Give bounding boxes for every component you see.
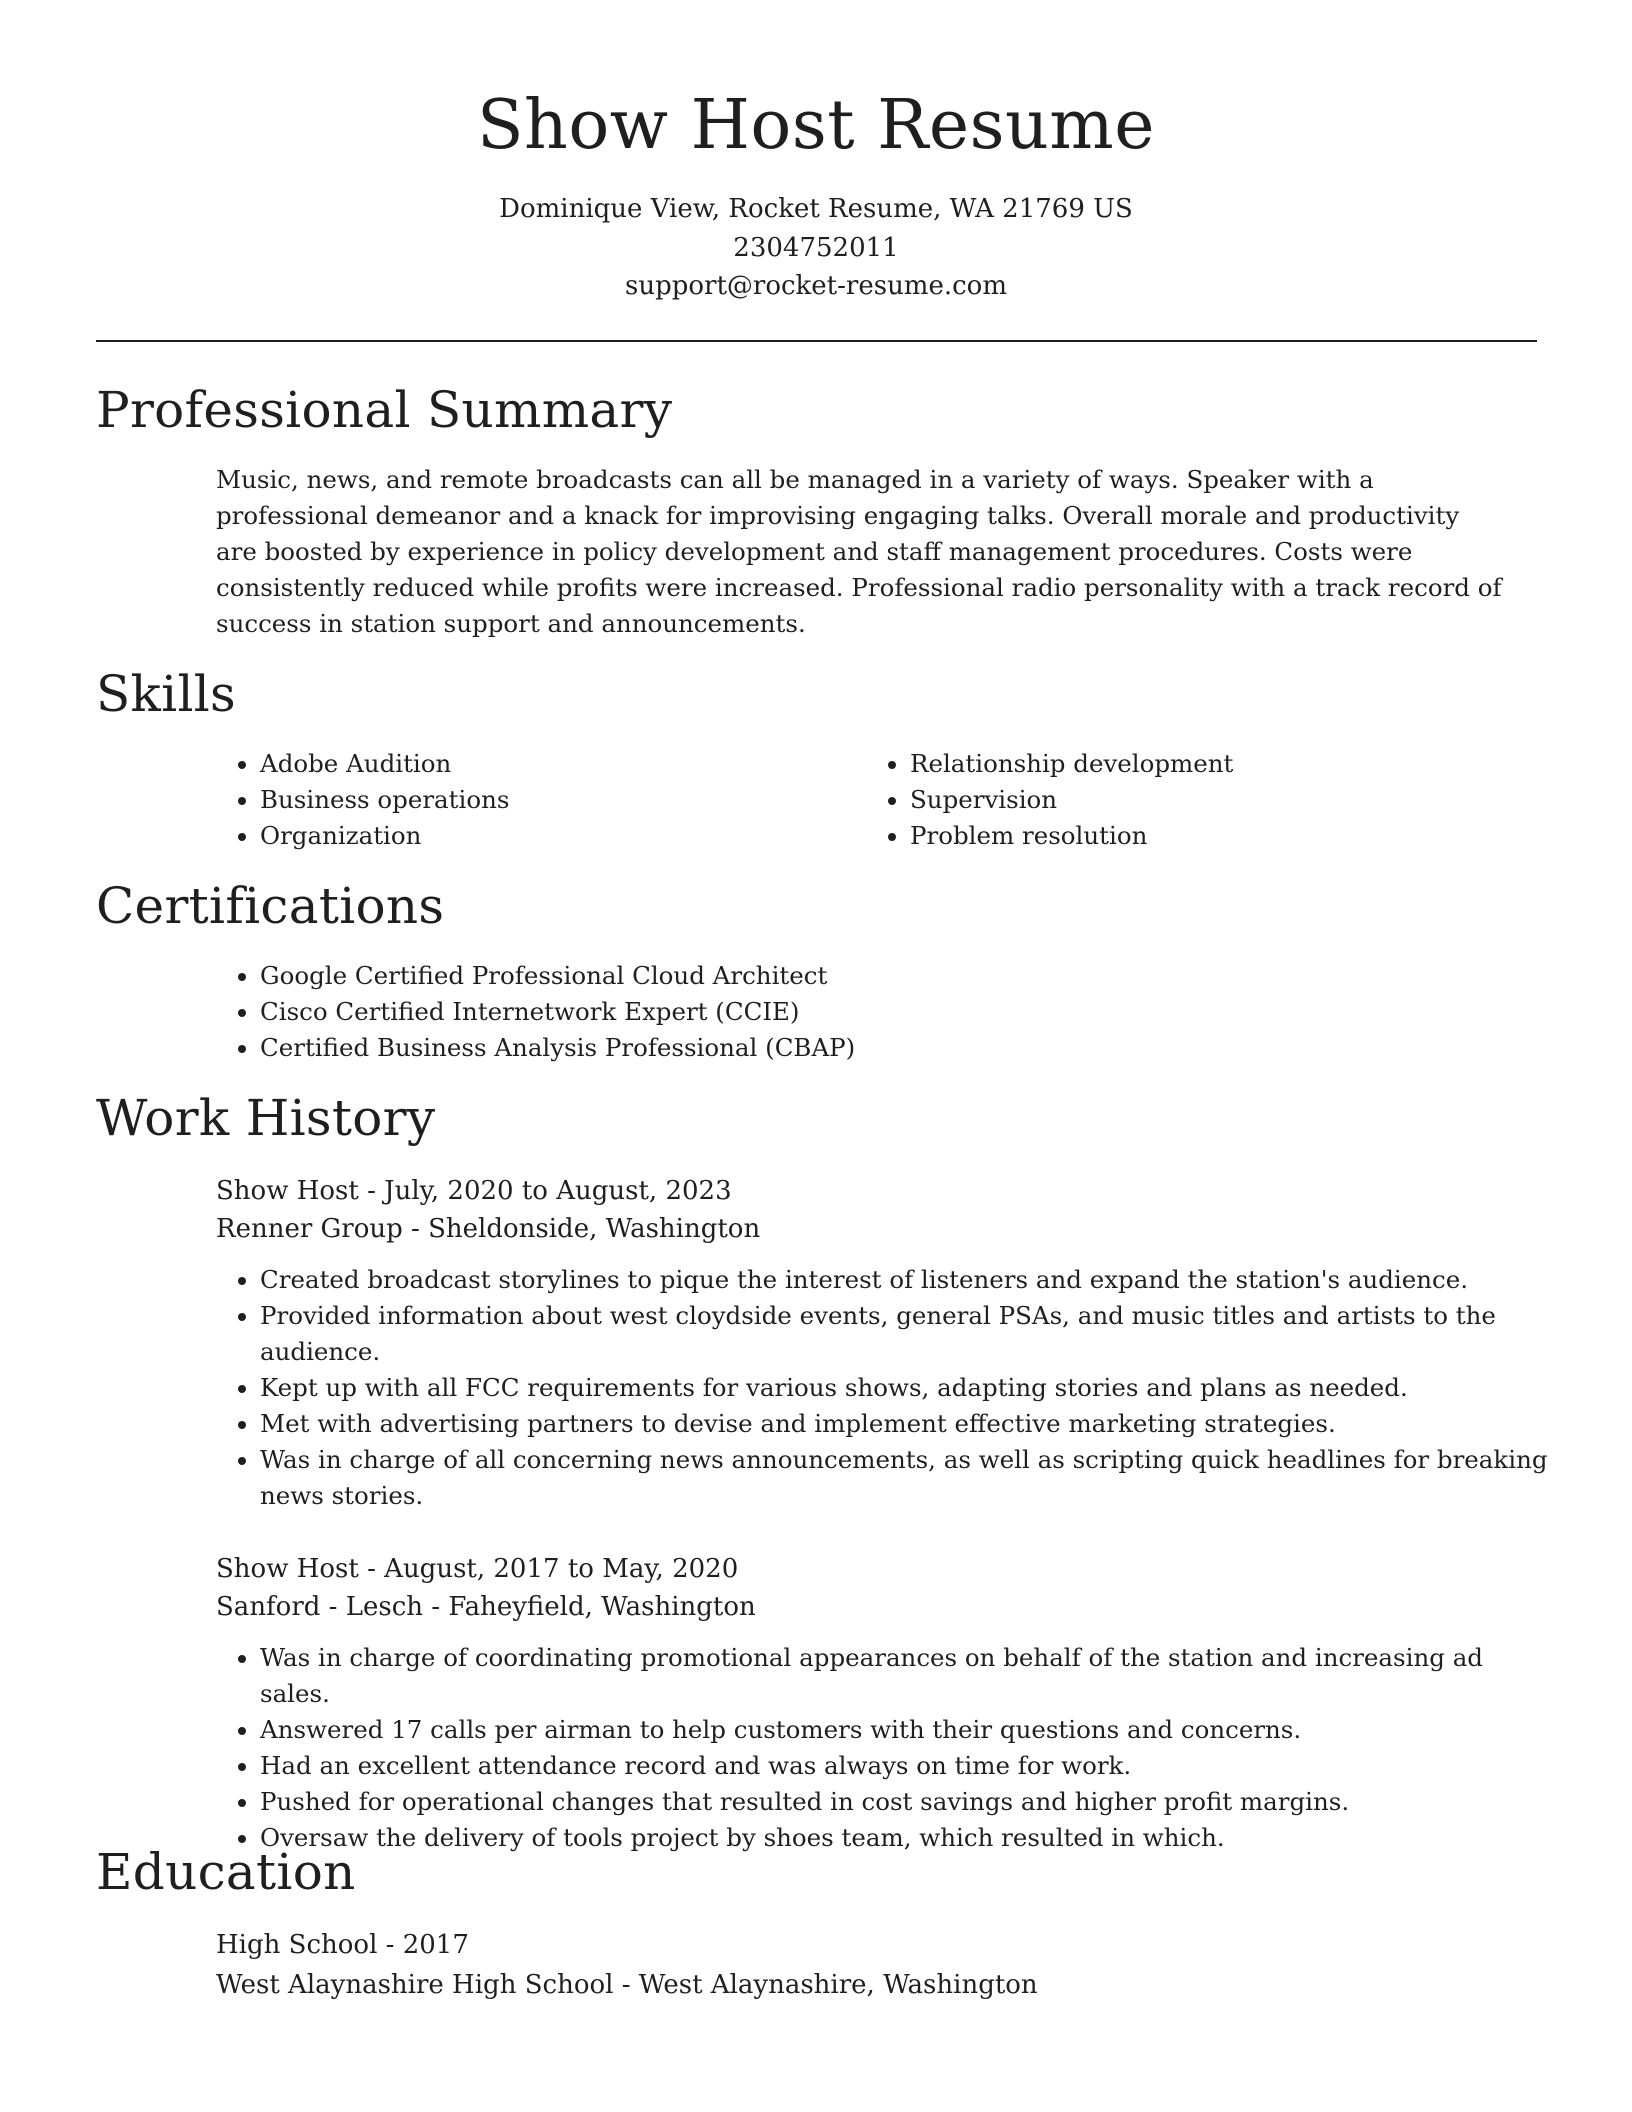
- education-heading: Education: [96, 1843, 356, 1901]
- certifications-heading: Certifications: [96, 877, 445, 935]
- certifications-list: [216, 958, 1550, 1066]
- skills-list-right: [866, 746, 1510, 854]
- job-bullet: • Answered 17 calls per airman to help customers with their questions and concerns.: [260, 1712, 1550, 1748]
- skill-item: • Adobe Audition: [260, 746, 820, 782]
- skill-item: • Relationship development: [910, 746, 1510, 782]
- contact-phone: 2304752011: [733, 232, 899, 263]
- certification-item: • Google Certified Professional Cloud Architect: [260, 958, 1550, 994]
- job-bullet: • Met with advertising partners to devise and implement effective marketing strategies.: [260, 1406, 1550, 1442]
- job-bullet: • Was in charge of all concerning news announcements, as well as scripting quick headlines for breaking news stories.: [260, 1442, 1550, 1514]
- job-bullets: [216, 1640, 1550, 1856]
- job-bullet: • Was in charge of coordinating promotional appearances on behalf of the station and increasing ad sales.: [260, 1640, 1550, 1712]
- skill-item: • Problem resolution: [910, 818, 1510, 854]
- job-bullet: • Provided information about west cloydside events, general PSAs, and music titles and artists to the audience.: [260, 1298, 1550, 1370]
- job-title-line: Show Host - August, 2017 to May, 2020: [216, 1554, 739, 1584]
- job-bullet: • Kept up with all FCC requirements for various shows, adapting stories and plans as needed.: [260, 1370, 1550, 1406]
- summary-heading: Professional Summary: [96, 381, 673, 439]
- skills-heading: Skills: [96, 665, 236, 723]
- certification-item: • Certified Business Analysis Professional (CBAP): [260, 1030, 1550, 1066]
- education-school-line: West Alaynashire High School - West Alaynashire, Washington: [216, 1970, 1038, 2000]
- resume-title: Show Host Resume: [476, 86, 1156, 165]
- skill-item: • Organization: [260, 818, 820, 854]
- certification-item: • Cisco Certified Internetwork Expert (CCIE): [260, 994, 1550, 1030]
- work-history-heading: Work History: [96, 1089, 436, 1147]
- contact-block: [0, 190, 1632, 306]
- job-bullet: • Created broadcast storylines to pique the interest of listeners and expand the station's audience.: [260, 1262, 1550, 1298]
- skill-item: • Business operations: [260, 782, 820, 818]
- header-divider: [96, 340, 1537, 342]
- job-company-line: Sanford - Lesch - Faheyfield, Washington: [216, 1592, 756, 1622]
- contact-address: Dominique View, Rocket Resume, WA 21769 US: [499, 194, 1133, 224]
- education-title-line: High School - 2017: [216, 1930, 469, 1960]
- job-bullets: [216, 1262, 1550, 1514]
- job-title-line: Show Host - July, 2020 to August, 2023: [216, 1176, 732, 1206]
- contact-email: support@rocket-resume.com: [624, 271, 1007, 301]
- skill-item: • Supervision: [910, 782, 1510, 818]
- summary-text: Music, news, and remote broadcasts can all be managed in a variety of ways. Speaker with a professional demeanor and a knack for improvising engaging talks. Overall morale and productivity are boosted by experience in policy development and staff management procedures. Costs were consistently reduced while profits were increased. Professional radio personality with a track record of success in station support and announcements.: [216, 465, 1502, 638]
- job-company-line: Renner Group - Sheldonside, Washington: [216, 1214, 761, 1244]
- skills-list-left: [216, 746, 820, 854]
- job-bullet: • Had an excellent attendance record and was always on time for work.: [260, 1748, 1550, 1784]
- job-bullet: • Oversaw the delivery of tools project by shoes team, which resulted in which.: [260, 1820, 1550, 1856]
- job-bullet: • Pushed for operational changes that resulted in cost savings and higher profit margins.: [260, 1784, 1550, 1820]
